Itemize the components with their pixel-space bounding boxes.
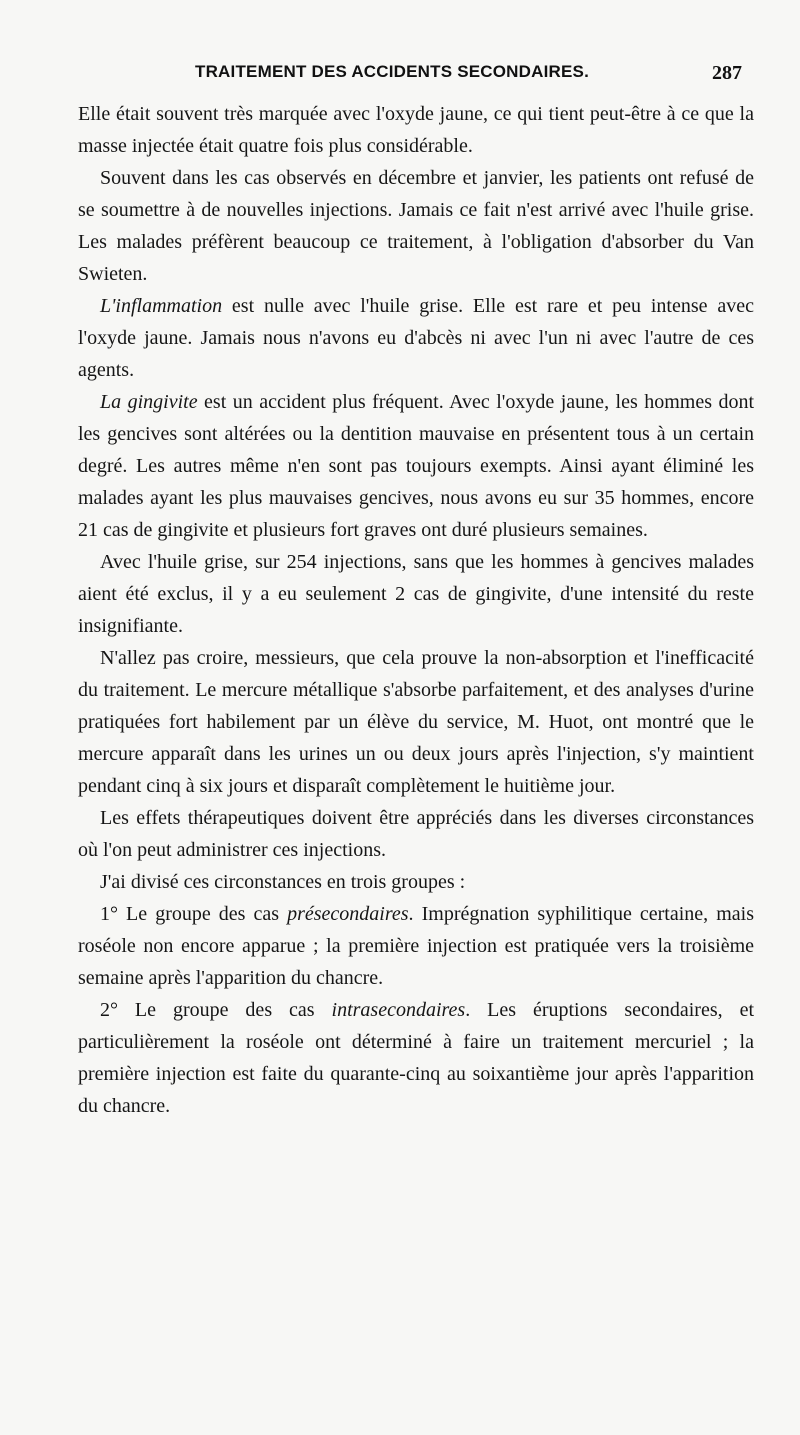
paragraph [78, 802, 754, 866]
text-run: 1° Le groupe des cas [100, 903, 288, 925]
text-run: Avec l'huile grise, sur 254 injections, sans que les hommes à gencives malades aient été exclus, il y a eu seulement 2 cas de gingivite, d'une intensité du reste insignifiante. [78, 551, 754, 637]
text-run: . Les éruptions secondaires, et particulièrement la roséole ont déterminé à faire un traitement mercuriel ; la première injection est faite du quarante-cinq au soixantième jour après l'apparition du chancre. [78, 999, 754, 1117]
text-run: . Imprégnation syphilitique certaine, mais roséole non encore apparue ; la première injection est pratiquée vers la troisième semaine après l'apparition du chancre. [78, 903, 754, 989]
paragraph [78, 290, 754, 386]
running-title: TRAITEMENT DES ACCIDENTS SECONDAIRES. [195, 62, 590, 81]
paragraph [78, 994, 754, 1122]
text-run: Elle était souvent très marquée avec l'oxyde jaune, ce qui tient peut-être à ce que la masse injectée était quatre fois plus considérable. [78, 103, 754, 157]
paragraph [78, 546, 754, 642]
text-run: est nulle avec l'huile grise. Elle est rare et peu intense avec l'oxyde jaune. Jamais nous n'avons eu d'abcès ni avec l'un ni avec l'autre de ces agents. [78, 295, 754, 381]
text-run: J'ai divisé ces circonstances en trois groupes : [100, 871, 466, 893]
italic-term: présecondaires [287, 903, 409, 925]
paragraph [78, 642, 754, 802]
italic-term: La gingivite [100, 391, 198, 413]
paragraph [78, 898, 754, 994]
body-text [78, 98, 754, 1348]
text-run: N'allez pas croire, messieurs, que cela prouve la non-absorption et l'inefficacité du traitement. Le mercure métallique s'absorbe parfaitement, et des analyses d'urine pratiquées fort habilement par un élève du service, M. Huot, ont montré que le mercure apparaît dans les urines un ou deux jours après l'injection, s'y maintient pendant cinq à six jours et disparaît complètement le huitième jour. [78, 647, 754, 797]
paragraph [78, 162, 754, 290]
italic-term: L'inflammation [100, 295, 223, 317]
text-run: Souvent dans les cas observés en décembre et janvier, les patients ont refusé de se soumettre à de nouvelles injections. Jamais ce fait n'est arrivé avec l'huile grise. Les malades préfèrent beaucoup ce traitement, à l'obligation d'absorber du Van Swieten. [78, 167, 754, 285]
text-run: Les effets thérapeutiques doivent être appréciés dans les diverses circonstances où l'on peut administrer ces injections. [78, 807, 754, 861]
running-header [82, 62, 742, 88]
text-run: est un accident plus fréquent. Avec l'oxyde jaune, les hommes dont les gencives sont altérées ou la dentition mauvaise en présentent tous à un certain degré. Les autres même n'en sont pas toujours exempts. Ainsi ayant éliminé les malades ayant les plus mauvaises gencives, nous avons eu sur 35 hommes, encore 21 cas de gingivite et plusieurs fort graves ont duré plusieurs semaines. [78, 391, 754, 541]
text-run: 2° Le groupe des cas [100, 999, 332, 1021]
paragraph [78, 866, 754, 898]
page-number: 287 [712, 62, 742, 84]
paragraph [78, 386, 754, 546]
italic-term: intrasecondaires [331, 999, 466, 1021]
paragraph [78, 98, 754, 162]
